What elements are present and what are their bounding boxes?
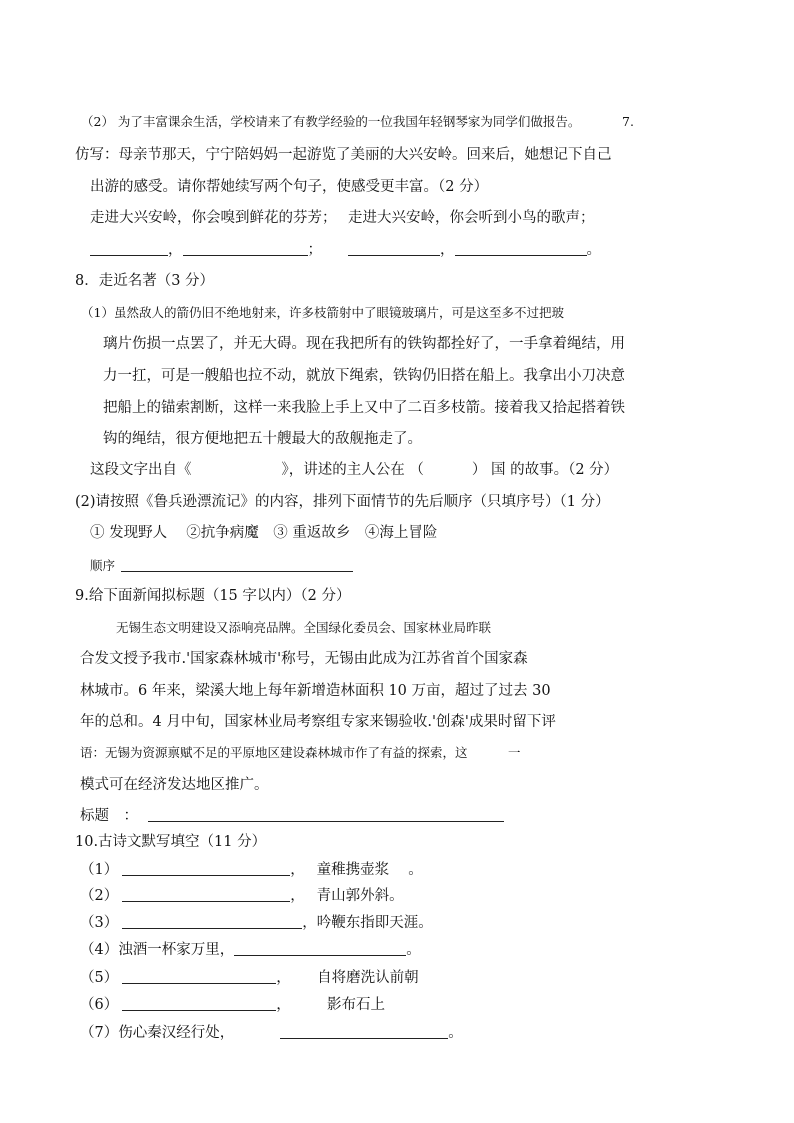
q10-blank-1[interactable] [122, 861, 290, 876]
q7-prompt-1: 走进大兴安岭，你会嗅到鲜花的芬芳； [90, 210, 337, 226]
q8-order-label: 顺序 [90, 558, 116, 573]
q10-title: 10.古诗文默写填空（11 分） [75, 834, 267, 850]
q9-news-line-3: 林城市。6 年来，梁溪大地上每年新增造林面积 10 万亩，超过了过去 30 [80, 683, 551, 699]
q10-item-3 [80, 913, 433, 933]
q9-news-line-5: 语：无锡为资源禀赋不足的平原地区建设森林城市作了有益的探索，这 [80, 745, 468, 760]
q10-blank-3[interactable] [122, 914, 302, 929]
q9-headline-label: 标题 ： [80, 808, 138, 824]
q8-passage-line-5: 钩的绳结，很方便地把五十艘最大的敌舰拖走了。 [103, 431, 422, 447]
q9-news-line-4: 年的总和。4 月中旬，国家林业局考察组专家来锡验收.'创森'成果时留下评 [80, 714, 556, 730]
q10-item-text: ， 青山郭外斜。 [290, 888, 404, 904]
q10-item-lead: 浊酒一杯家万里， [118, 942, 235, 958]
q9-title: 9.给下面新闻拟标题（15 字以内）（2 分） [75, 588, 351, 604]
q8-passage-line-3: 力一扛，可是一艘船也拉不动，就放下绳索，铁钩仍旧搭在船上。我拿出小刀决意 [103, 368, 625, 384]
q10-blank-7[interactable] [280, 1024, 448, 1039]
q8-source-text-a: 这段文字出自《 [90, 462, 192, 478]
q8-passage-line-4: 把船上的锚索割断，这样一来我脸上手上又中了二百多枝箭。接着我又拾起搭着铁 [103, 400, 625, 416]
q6-part2-text: （2） 为了丰富课余生活，学校请来了有教学经验的一位我国年轻钢琴家为同学们做报告。 [81, 114, 581, 129]
q10-item-5 [80, 968, 419, 988]
q10-item-lead: 伤心秦汉经行处， [118, 1025, 235, 1041]
q7-period: 。 [586, 242, 601, 258]
q10-item-number: （3） [80, 915, 119, 931]
q10-blank-2[interactable] [122, 887, 290, 902]
q8-passage-line-1: （1）虽然敌人的箭仍旧不绝地射来，许多枝箭射中了眼镜玻璃片，可是这至多不过把玻 [81, 305, 564, 320]
q7-line-1: 仿写：母亲节那天，宁宁陪妈妈一起游览了美丽的大兴安岭。回来后，她想记下自己 [75, 147, 612, 163]
q10-item-text: ， 自将磨洗认前朝 [276, 970, 419, 986]
q7-answer-blank-4[interactable] [455, 241, 587, 256]
q8-part2-title: (2)请按照《鲁兵逊漂流记》的内容，排列下面情节的先后顺序（只填序号）（1 分） [75, 494, 610, 510]
q7-answer-blank-3[interactable] [348, 241, 440, 256]
q7-answer-row [90, 240, 322, 260]
q10-item-number: （7） [80, 1025, 119, 1041]
q8-order-blank[interactable] [121, 557, 353, 572]
q8-source-row [90, 460, 618, 480]
q10-item-6 [80, 995, 385, 1015]
q10-item-number: （1） [80, 862, 119, 878]
q10-item-1 [80, 860, 423, 880]
q7-comma-1: ， [168, 242, 183, 258]
q10-item-number: （5） [80, 970, 119, 986]
q8-source-text-c: ） 国 的故事。（2 分） [471, 462, 619, 478]
q10-item-2 [80, 886, 404, 906]
q9-headline-row [80, 806, 504, 826]
q9-headline-blank[interactable] [148, 807, 504, 822]
q8-title: 8．走近名著（3 分） [75, 273, 215, 289]
q8-order-row [90, 556, 353, 576]
q8-passage-line-2: 璃片伤损一点罢了，并无大碍。现在我把所有的铁钩都拴好了，一手拿着绳结，用 [103, 336, 625, 352]
q7-prompt-2: 走进大兴安岭，你会听到小鸟的歌声； [348, 210, 595, 226]
q7-answer-row-2 [348, 240, 601, 260]
q10-item-text: ， 童稚携壶浆 。 [290, 862, 423, 878]
q9-news-line-5-tail: 一 [508, 745, 521, 760]
q7-line-2: 出游的感受。请你帮她续写两个句子，使感受更丰富。（2 分） [90, 179, 489, 195]
q8-source-text-b: 》，讲述的主人公在 （ [281, 462, 424, 478]
q7-semicolon: ； [307, 242, 322, 258]
q10-item-text: ，吟鞭东指即天涯。 [302, 915, 433, 931]
q7-number: 7. [622, 114, 634, 129]
q7-answer-blank-1[interactable] [90, 241, 168, 256]
q10-item-number: （4） [80, 942, 119, 958]
q10-item-number: （2） [80, 888, 119, 904]
q10-item-number: （6） [80, 997, 119, 1013]
q10-item-text: 。 [406, 942, 421, 958]
q10-item-7 [80, 1023, 463, 1043]
q7-answer-blank-2[interactable] [183, 241, 308, 256]
q10-blank-4[interactable] [234, 941, 406, 956]
q8-options: ① 发现野人 ②抗争病魔 ③ 重返故乡 ④海上冒险 [90, 525, 438, 541]
q10-item-4 [80, 940, 421, 960]
q10-item-text: 。 [448, 1025, 463, 1041]
q9-news-line-6: 模式可在经济发达地区推广。 [80, 777, 269, 793]
q10-blank-5[interactable] [122, 969, 276, 984]
q9-news-line-2: 合发文授予我市.'国家森林城市'称号，无锡由此成为江苏省首个国家森 [80, 651, 528, 667]
q10-blank-6[interactable] [122, 996, 276, 1011]
q7-comma-2: ， [440, 242, 455, 258]
q9-news-line-1: 无锡生态文明建设又添响亮品牌。全国绿化委员会、国家林业局昨联 [116, 620, 492, 635]
q10-item-text: ， 影布石上 [276, 997, 385, 1013]
